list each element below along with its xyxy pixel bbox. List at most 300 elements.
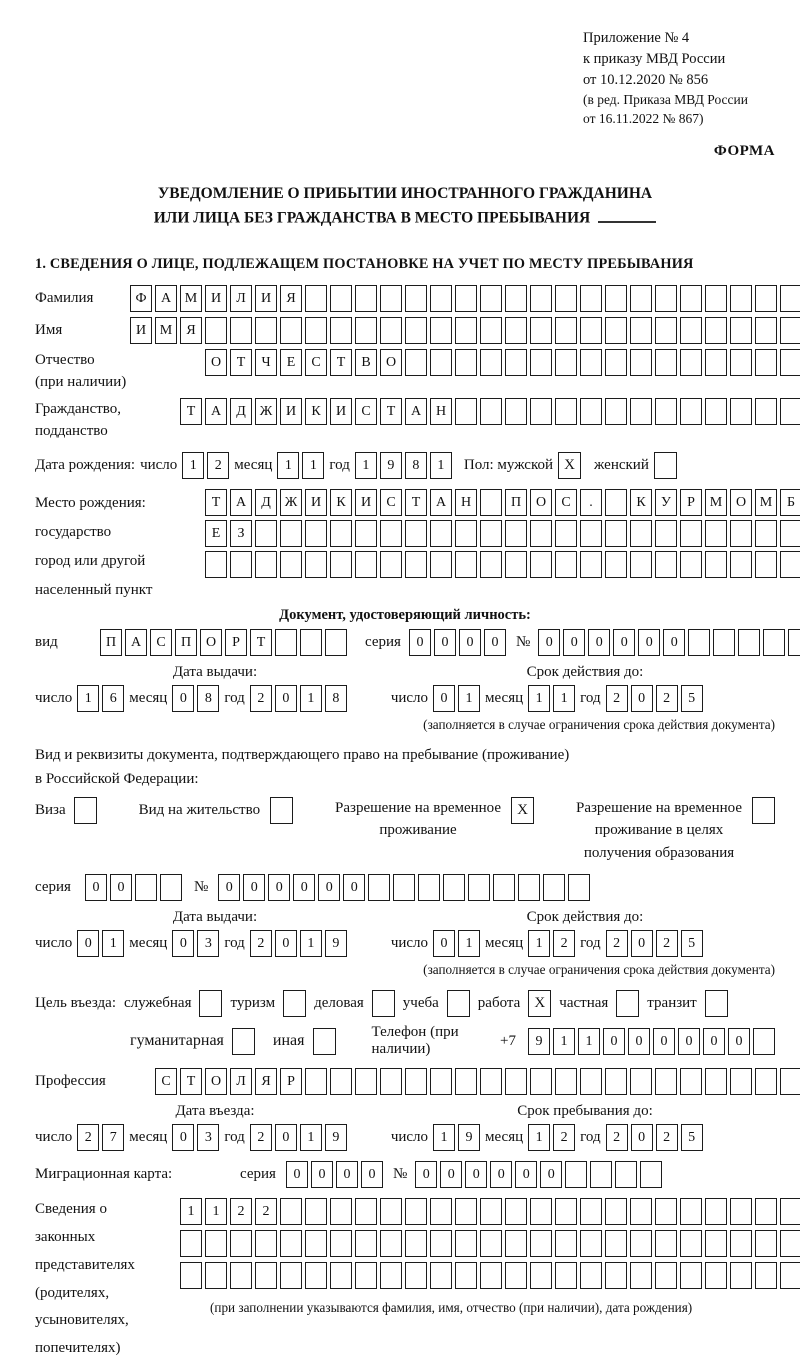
form-label: ФОРМА: [713, 142, 775, 159]
form-cell: [568, 874, 590, 901]
form-cell: [505, 551, 527, 578]
entry-dates: [35, 1124, 775, 1151]
form-cell: [630, 1230, 652, 1257]
purpose-official-checkbox: [199, 990, 222, 1017]
validity-note: (заполняется в случае ограничения срока действия документа): [423, 716, 775, 732]
form-cell: М: [155, 317, 177, 344]
form-cell: [405, 1068, 427, 1095]
year-label: год: [580, 1129, 601, 1146]
form-cell: 0: [490, 1161, 512, 1188]
form-cell: [738, 629, 760, 656]
year-label: год: [580, 935, 601, 952]
form-cell: Е: [280, 349, 302, 376]
form-cell: 0: [275, 930, 297, 957]
form-cell: [780, 285, 800, 312]
form-cell: У: [655, 489, 677, 516]
form-cell: 2: [553, 1124, 575, 1151]
reps-note: (при заполнении указываются фамилия, имя, отчество (при наличии), дата рождения): [210, 1300, 693, 1316]
form-cell: [555, 349, 577, 376]
form-cell: [325, 629, 347, 656]
form-cell: К: [305, 398, 327, 425]
form-cell: [555, 1230, 577, 1257]
form-cell: 2: [656, 685, 678, 712]
stay-month-boxes: [528, 1124, 575, 1151]
form-cell: Е: [205, 520, 227, 547]
form-cell: [680, 349, 702, 376]
form-cell: [405, 1262, 427, 1289]
temp-residence-checkbox: X: [511, 797, 534, 824]
form-cell: [443, 874, 465, 901]
form-cell: [730, 398, 752, 425]
form-cell: [505, 1198, 527, 1225]
year-label: год: [224, 935, 245, 952]
form-cell: 7: [102, 1124, 124, 1151]
form-cell: 0: [433, 685, 455, 712]
form-cell: И: [355, 489, 377, 516]
form-cell: 0: [433, 930, 455, 957]
form-cell: [655, 1198, 677, 1225]
form-cell: [305, 285, 327, 312]
form-cell: Л: [230, 1068, 252, 1095]
form-cell: [755, 285, 777, 312]
stay-until-heading: Срок пребывания до:: [517, 1103, 653, 1120]
form-cell: 1: [205, 1198, 227, 1225]
form-cell: 1: [553, 685, 575, 712]
form-cell: [380, 1198, 402, 1225]
form-cell: [605, 1262, 627, 1289]
form-cell: [543, 874, 565, 901]
citizenship-label: Гражданство,: [35, 400, 122, 417]
form-cell: [580, 398, 602, 425]
residence-doc-options: [35, 797, 775, 865]
form-cell: 3: [197, 1124, 219, 1151]
form-cell: [630, 285, 652, 312]
form-cell: [755, 317, 777, 344]
form-cell: [555, 520, 577, 547]
form-cell: Я: [180, 317, 202, 344]
form-cell: [755, 1230, 777, 1257]
form-cell: [305, 1068, 327, 1095]
field-citizenship: [35, 398, 775, 442]
rvp-issue-month-boxes: [172, 930, 219, 957]
form-cell: [380, 1230, 402, 1257]
form-cell: 0: [275, 1124, 297, 1151]
form-cell: Л: [230, 285, 252, 312]
stay-day-boxes: [433, 1124, 480, 1151]
form-cell: [480, 551, 502, 578]
rvp-series-boxes: [85, 874, 182, 901]
purpose-transit-checkbox: [705, 990, 728, 1017]
title-line-1: УВЕДОМЛЕНИЕ О ПРИБЫТИИ ИНОСТРАННОГО ГРАЖДАНИНА: [157, 184, 653, 202]
form-cell: [680, 551, 702, 578]
entry-month-boxes: [172, 1124, 219, 1151]
form-cell: Б: [780, 489, 800, 516]
option-visa: [35, 797, 97, 824]
form-cell: [505, 398, 527, 425]
form-cell: [780, 349, 800, 376]
residence-permit-checkbox: [270, 797, 293, 824]
purpose-humanitarian-label: гуманитарная: [130, 1032, 224, 1050]
form-cell: [780, 551, 800, 578]
form-cell: 5: [681, 930, 703, 957]
form-cell: [580, 551, 602, 578]
form-cell: [730, 349, 752, 376]
migration-card-label: Миграционная карта:: [35, 1166, 173, 1183]
form-cell: 2: [250, 930, 272, 957]
form-cell: [505, 1068, 527, 1095]
form-cell: 9: [458, 1124, 480, 1151]
form-cell: 0: [631, 930, 653, 957]
form-cell: [455, 398, 477, 425]
form-cell: [305, 551, 327, 578]
form-cell: [680, 398, 702, 425]
form-cell: [680, 1198, 702, 1225]
form-cell: З: [230, 520, 252, 547]
form-cell: [455, 551, 477, 578]
form-cell: [255, 1230, 277, 1257]
form-cell: 8: [325, 685, 347, 712]
form-cell: [580, 1198, 602, 1225]
doc-type-label: вид: [35, 633, 58, 650]
form-cell: [780, 1262, 800, 1289]
form-cell: [275, 629, 297, 656]
form-cell: [705, 285, 727, 312]
option-temp-residence-education: [576, 797, 775, 865]
temp-residence-edu-line-2: проживание в целях: [594, 822, 724, 839]
form-cell: [280, 317, 302, 344]
form-cell: [330, 317, 352, 344]
form-cell: [230, 1230, 252, 1257]
field-birth-date: [35, 452, 775, 479]
doc-series-label: серия: [365, 633, 401, 650]
issue-year-boxes: [250, 685, 347, 712]
day-label: число: [390, 935, 429, 952]
form-cell: [255, 1262, 277, 1289]
form-cell: [555, 551, 577, 578]
issue-date-heading: Дата выдачи:: [172, 663, 258, 680]
reps-boxes-2: [180, 1230, 800, 1257]
form-cell: 0: [172, 685, 194, 712]
form-cell: [730, 551, 752, 578]
sex-male-checkbox: X: [558, 452, 581, 479]
form-cell: [455, 1068, 477, 1095]
form-cell: [380, 317, 402, 344]
form-cell: [135, 874, 157, 901]
form-cell: К: [330, 489, 352, 516]
form-cell: [530, 1262, 552, 1289]
rvp-valid-heading: Срок действия до:: [526, 909, 644, 926]
form-cell: [605, 1068, 627, 1095]
form-cell: С: [355, 398, 377, 425]
valid-year-boxes: [606, 685, 703, 712]
profession-label: Профессия: [35, 1073, 106, 1090]
form-cell: 1: [277, 452, 299, 479]
form-cell: 1: [528, 1124, 550, 1151]
form-cell: 0: [653, 1028, 675, 1055]
form-cell: [555, 1262, 577, 1289]
form-cell: 9: [528, 1028, 550, 1055]
birth-place-label-2: государство: [35, 523, 112, 540]
form-cell: [280, 1262, 302, 1289]
form-cell: 2: [606, 930, 628, 957]
form-cell: С: [155, 1068, 177, 1095]
form-cell: [530, 1230, 552, 1257]
form-cell: 0: [361, 1161, 383, 1188]
form-cell: [655, 349, 677, 376]
form-cell: [455, 520, 477, 547]
form-cell: [380, 285, 402, 312]
rvp-validity-note: (заполняется в случае ограничения срока действия документа): [423, 962, 775, 978]
form-cell: [680, 317, 702, 344]
form-cell: [305, 1198, 327, 1225]
annex-line: к приказу МВД России: [583, 51, 726, 68]
form-cell: 0: [243, 874, 265, 901]
residence-doc-intro: [35, 743, 775, 791]
form-cell: 5: [681, 685, 703, 712]
form-cell: [605, 1198, 627, 1225]
annex-line: от 10.12.2020 № 856: [583, 72, 709, 89]
form-cell: А: [155, 285, 177, 312]
form-cell: [180, 1262, 202, 1289]
form-cell: [393, 874, 415, 901]
purpose-row-2: [130, 1024, 775, 1058]
sex-female-label: женский: [594, 456, 649, 473]
doc-number-label: №: [515, 633, 531, 650]
form-cell: А: [205, 398, 227, 425]
form-cell: [330, 551, 352, 578]
form-cell: [493, 874, 515, 901]
form-cell: 1: [553, 1028, 575, 1055]
form-cell: 0: [318, 874, 340, 901]
form-cell: Т: [205, 489, 227, 516]
reps-label-4: (родителях,: [35, 1284, 110, 1301]
identity-doc-dates: [35, 685, 775, 712]
form-cell: [755, 349, 777, 376]
form-cell: [780, 317, 800, 344]
form-cell: Т: [330, 349, 352, 376]
citizenship-boxes: [180, 398, 800, 425]
entry-year-boxes: [250, 1124, 347, 1151]
form-cell: [205, 1230, 227, 1257]
form-cell: 1: [302, 452, 324, 479]
rvp-issue-heading: Дата выдачи:: [172, 909, 258, 926]
form-cell: [330, 1198, 352, 1225]
form-cell: [705, 520, 727, 547]
purpose-business-label: деловая: [314, 995, 364, 1012]
profession-boxes: [155, 1068, 800, 1095]
residence-doc-date-headings: [35, 909, 775, 926]
reps-label-5: усыновителях,: [35, 1312, 129, 1329]
form-cell: [505, 317, 527, 344]
form-cell: 1: [458, 930, 480, 957]
temp-residence-edu-checkbox: [752, 797, 775, 824]
form-cell: О: [530, 489, 552, 516]
purpose-work-checkbox: X: [528, 990, 551, 1017]
form-cell: [730, 1198, 752, 1225]
form-cell: [255, 551, 277, 578]
section-1-heading: 1. СВЕДЕНИЯ О ЛИЦЕ, ПОДЛЕЖАЩЕМ ПОСТАНОВКЕ НА УЧЕТ ПО МЕСТУ ПРЕБЫВАНИЯ: [35, 255, 694, 272]
form-cell: [580, 1262, 602, 1289]
birth-place-label: Место рождения:: [35, 494, 146, 511]
form-cell: И: [305, 489, 327, 516]
form-cell: [505, 1262, 527, 1289]
form-cell: [630, 551, 652, 578]
form-cell: С: [305, 349, 327, 376]
form-cell: [255, 520, 277, 547]
form-cell: [355, 1230, 377, 1257]
form-cell: 0: [465, 1161, 487, 1188]
surname-label: Фамилия: [35, 289, 94, 306]
birth-year-boxes: [355, 452, 452, 479]
form-cell: 8: [197, 685, 219, 712]
form-cell: 0: [172, 1124, 194, 1151]
form-cell: 1: [528, 930, 550, 957]
valid-day-boxes: [433, 685, 480, 712]
form-cell: 0: [110, 874, 132, 901]
form-cell: 1: [578, 1028, 600, 1055]
form-cell: 0: [728, 1028, 750, 1055]
form-cell: 0: [628, 1028, 650, 1055]
purpose-private-label: частная: [559, 995, 609, 1012]
form-cell: С: [555, 489, 577, 516]
form-cell: О: [200, 629, 222, 656]
form-cell: [380, 1262, 402, 1289]
form-cell: О: [730, 489, 752, 516]
form-cell: [355, 285, 377, 312]
year-label: год: [224, 1129, 245, 1146]
form-cell: 0: [588, 629, 610, 656]
form-cell: 0: [613, 629, 635, 656]
form-cell: [763, 629, 785, 656]
birth-place-boxes-1: [205, 489, 800, 516]
form-cell: [755, 398, 777, 425]
form-cell: 2: [250, 1124, 272, 1151]
form-cell: А: [430, 489, 452, 516]
birth-month-boxes: [277, 452, 324, 479]
option-residence-permit: [139, 797, 293, 824]
reps-boxes-3: [180, 1262, 800, 1289]
form-cell: [305, 1262, 327, 1289]
purpose-private-checkbox: [616, 990, 639, 1017]
form-cell: [505, 285, 527, 312]
purpose-label: Цель въезда:: [35, 995, 116, 1012]
birth-place-boxes-3: [205, 551, 800, 578]
phone-boxes: [528, 1028, 775, 1055]
form-cell: 1: [458, 685, 480, 712]
purpose-other-label: иная: [272, 1032, 305, 1050]
form-cell: 8: [405, 452, 427, 479]
form-cell: М: [180, 285, 202, 312]
form-cell: [480, 1230, 502, 1257]
form-cell: М: [705, 489, 727, 516]
residence-intro-line-2: в Российской Федерации:: [35, 770, 199, 787]
form-cell: [788, 629, 800, 656]
form-cell: [405, 1198, 427, 1225]
form-cell: [705, 317, 727, 344]
form-cell: [480, 1262, 502, 1289]
sex-male-label: Пол: мужской: [463, 456, 554, 473]
form-cell: [753, 1028, 775, 1055]
form-title: [35, 182, 775, 230]
field-surname: [35, 285, 775, 312]
form-cell: 2: [656, 1124, 678, 1151]
form-cell: [380, 520, 402, 547]
form-cell: 0: [268, 874, 290, 901]
month-label: месяц: [129, 689, 168, 706]
form-cell: Я: [280, 285, 302, 312]
field-representatives: [35, 1196, 775, 1363]
purpose-transit-label: транзит: [647, 995, 697, 1012]
form-cell: 0: [563, 629, 585, 656]
form-cell: [480, 285, 502, 312]
form-cell: 0: [459, 629, 481, 656]
form-cell: 0: [631, 1124, 653, 1151]
form-cell: Т: [250, 629, 272, 656]
month-label: месяц: [129, 935, 168, 952]
visa-checkbox: [74, 797, 97, 824]
form-cell: [605, 520, 627, 547]
form-cell: 0: [703, 1028, 725, 1055]
form-cell: [580, 1068, 602, 1095]
residence-doc-dates: [35, 930, 775, 957]
form-cell: [330, 1230, 352, 1257]
form-cell: [605, 489, 627, 516]
birth-place-boxes-2: [205, 520, 800, 547]
form-cell: [615, 1161, 637, 1188]
purpose-study-label: учеба: [402, 995, 439, 1012]
form-cell: И: [255, 285, 277, 312]
form-cell: [455, 317, 477, 344]
annex-line: Приложение № 4: [583, 30, 690, 46]
mc-series-boxes: [286, 1161, 383, 1188]
form-cell: Ж: [280, 489, 302, 516]
form-cell: [655, 398, 677, 425]
form-cell: [180, 1230, 202, 1257]
form-cell: [405, 285, 427, 312]
form-cell: [655, 285, 677, 312]
patronymic-label-2: (при наличии): [35, 373, 127, 390]
form-cell: [530, 551, 552, 578]
form-cell: [505, 520, 527, 547]
year-label: год: [580, 689, 601, 706]
form-cell: 2: [553, 930, 575, 957]
form-cell: 9: [325, 1124, 347, 1151]
form-cell: [730, 1262, 752, 1289]
form-cell: [205, 551, 227, 578]
field-identity-doc: [35, 629, 775, 656]
form-cell: М: [755, 489, 777, 516]
form-cell: [705, 1262, 727, 1289]
form-cell: 1: [300, 930, 322, 957]
form-cell: [160, 874, 182, 901]
rvp-issue-day-boxes: [77, 930, 124, 957]
form-cell: 1: [180, 1198, 202, 1225]
form-cell: [405, 349, 427, 376]
form-cell: [505, 349, 527, 376]
form-cell: 0: [515, 1161, 537, 1188]
firstname-boxes: [130, 317, 800, 344]
form-cell: П: [505, 489, 527, 516]
form-cell: [755, 1068, 777, 1095]
form-cell: Ч: [255, 349, 277, 376]
form-cell: 1: [355, 452, 377, 479]
form-cell: 2: [250, 685, 272, 712]
form-cell: [405, 520, 427, 547]
day-label: число: [35, 935, 73, 952]
form-cell: [280, 1198, 302, 1225]
form-cell: [580, 349, 602, 376]
issue-month-boxes: [172, 685, 219, 712]
